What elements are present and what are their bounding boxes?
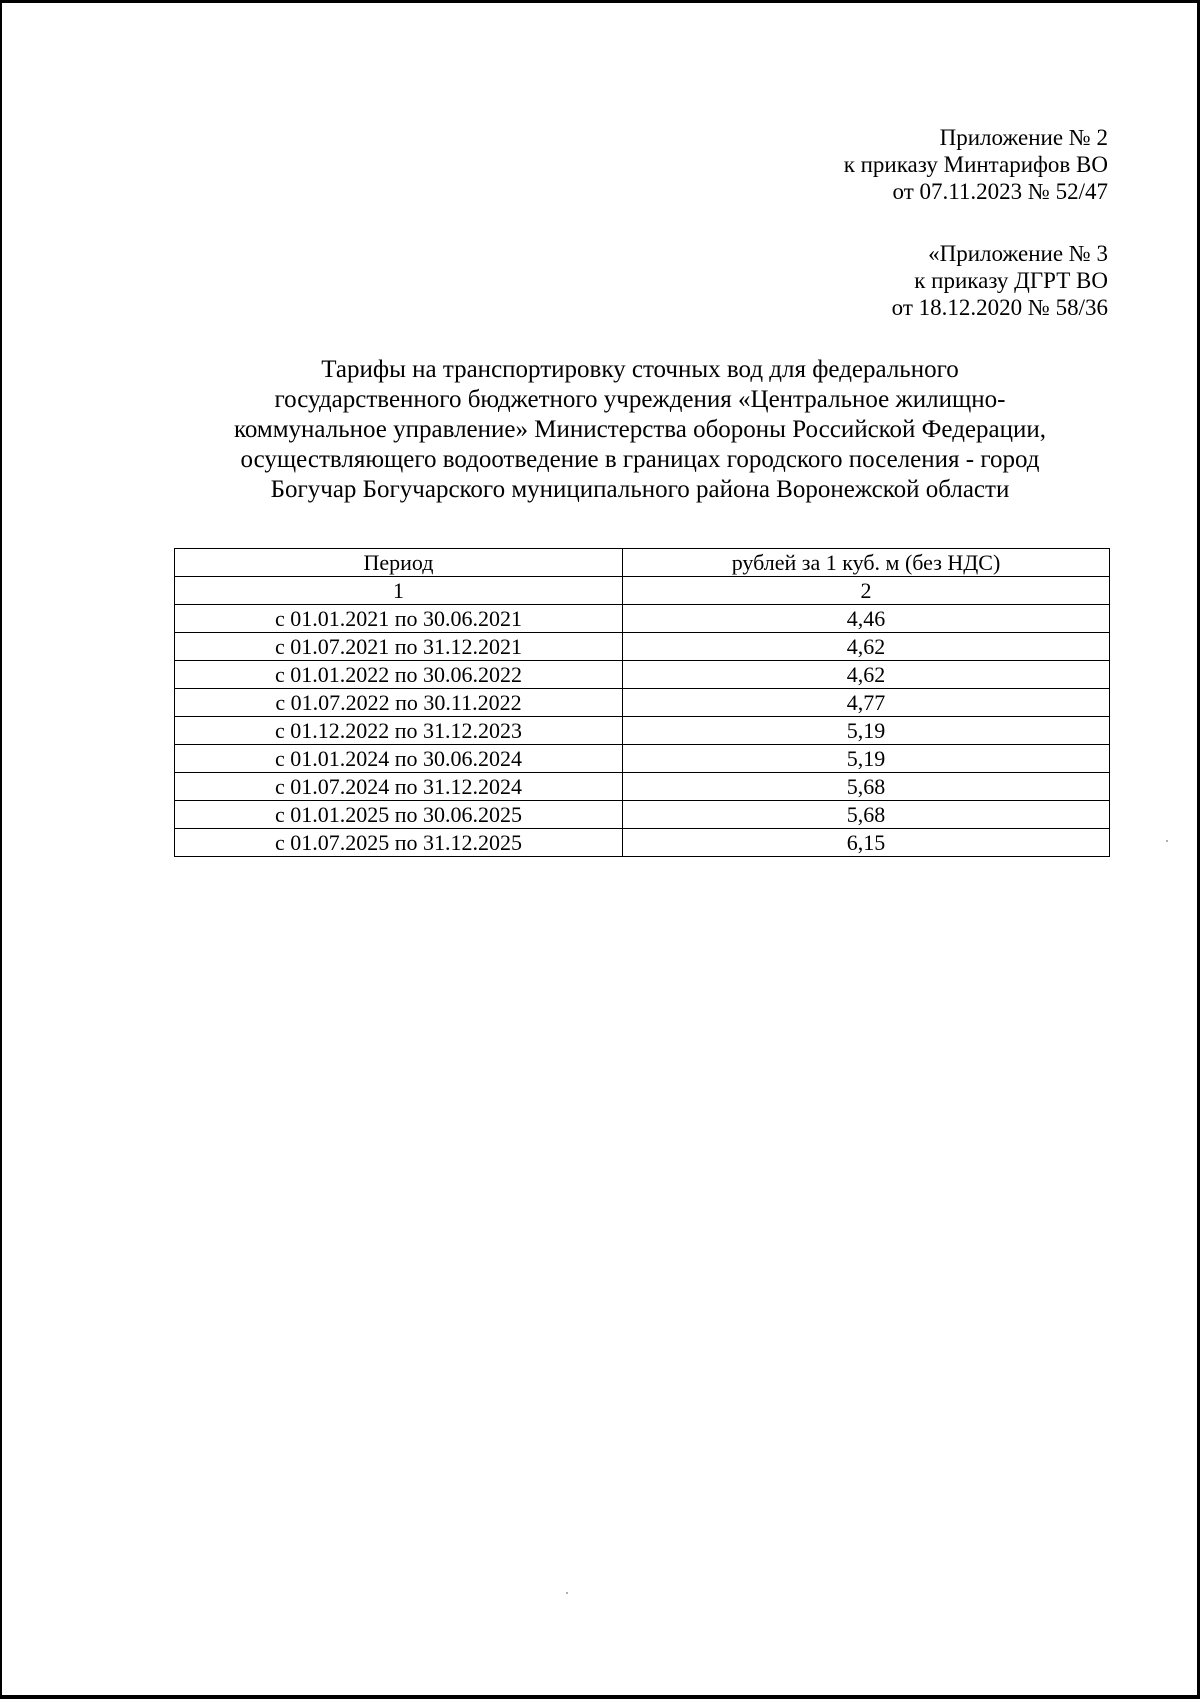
appendix-line: «Приложение № 3 — [928, 241, 1108, 266]
column-header-period: Период — [175, 549, 623, 577]
period-cell: с 01.01.2025 по 30.06.2025 — [175, 801, 623, 829]
column-header-rate: рублей за 1 куб. м (без НДС) — [623, 549, 1110, 577]
period-cell: с 01.01.2022 по 30.06.2022 — [175, 661, 623, 689]
appendix-header-current — [844, 124, 1108, 205]
appendix-header-original — [892, 240, 1108, 321]
period-cell: с 01.01.2024 по 30.06.2024 — [175, 745, 623, 773]
scan-speck — [1166, 840, 1168, 842]
table-row — [175, 633, 1110, 661]
rate-cell: 5,19 — [623, 717, 1110, 745]
rate-cell: 4,77 — [623, 689, 1110, 717]
appendix-line: от 18.12.2020 № 58/36 — [891, 295, 1108, 320]
title-line: Богучар Богучарского муниципального района Воронежской области — [270, 476, 1010, 503]
rate-cell: 5,68 — [623, 773, 1110, 801]
column-number: 2 — [623, 577, 1110, 605]
period-cell: с 01.07.2021 по 31.12.2021 — [175, 633, 623, 661]
rate-cell: 4,62 — [623, 633, 1110, 661]
table-row — [175, 717, 1110, 745]
table-row — [175, 745, 1110, 773]
table-row — [175, 829, 1110, 857]
rate-cell: 6,15 — [623, 829, 1110, 857]
title-line: Тарифы на транспортировку сточных вод для федерального — [321, 356, 959, 383]
title-line: государственного бюджетного учреждения «Центральное жилищно- — [274, 386, 1006, 413]
period-cell: с 01.07.2022 по 30.11.2022 — [175, 689, 623, 717]
appendix-line: от 07.11.2023 № 52/47 — [892, 179, 1108, 204]
appendix-line: к приказу Минтарифов ВО — [843, 152, 1108, 177]
rate-cell: 5,19 — [623, 745, 1110, 773]
column-number: 1 — [175, 577, 623, 605]
period-cell: с 01.07.2025 по 31.12.2025 — [175, 829, 623, 857]
rate-cell: 4,62 — [623, 661, 1110, 689]
title-line: осуществляющего водоотведение в границах городского поселения - город — [240, 446, 1040, 473]
period-cell: с 01.01.2021 по 30.06.2021 — [175, 605, 623, 633]
table-row — [175, 689, 1110, 717]
period-cell: с 01.12.2022 по 31.12.2023 — [175, 717, 623, 745]
scan-speck — [566, 1592, 568, 1594]
appendix-line: к приказу ДГРТ ВО — [914, 268, 1108, 293]
table-row — [175, 801, 1110, 829]
rate-cell: 5,68 — [623, 801, 1110, 829]
table-row — [175, 605, 1110, 633]
tariff-table — [174, 548, 1110, 857]
column-number-row — [175, 577, 1110, 605]
document-title — [170, 355, 1110, 505]
rate-cell: 4,46 — [623, 605, 1110, 633]
period-cell: с 01.07.2024 по 31.12.2024 — [175, 773, 623, 801]
table-header-row — [175, 549, 1110, 577]
table-row — [175, 773, 1110, 801]
appendix-line: Приложение № 2 — [939, 125, 1108, 150]
table-row — [175, 661, 1110, 689]
title-line: коммунальное управление» Министерства обороны Российской Федерации, — [233, 416, 1046, 443]
